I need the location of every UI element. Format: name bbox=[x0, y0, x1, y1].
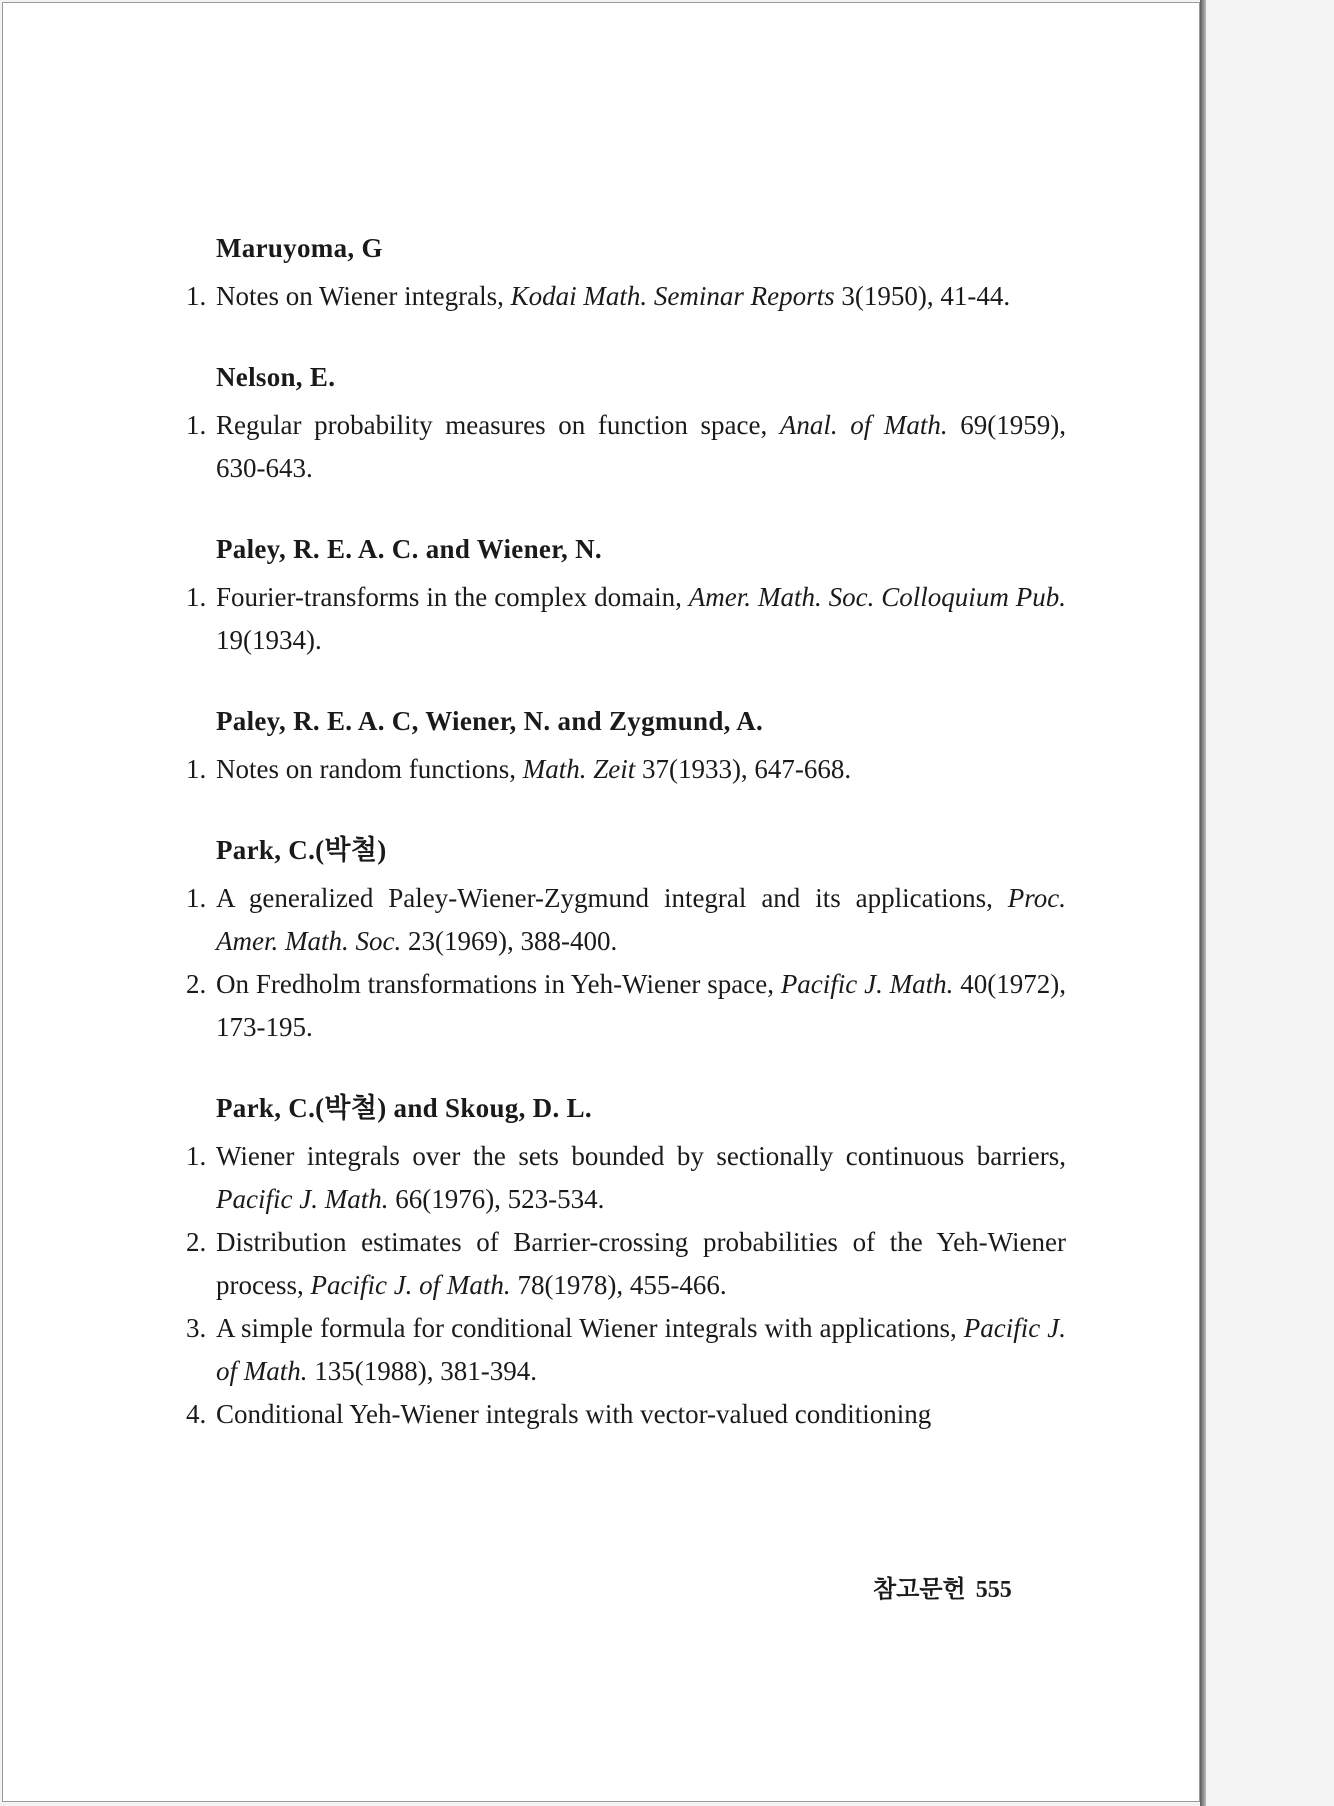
reference-journal: Amer. Math. Soc. Colloquium Pub. bbox=[688, 582, 1066, 612]
reference-item bbox=[186, 963, 1066, 1049]
reference-details: 66(1976), 523-534. bbox=[388, 1184, 605, 1214]
author-heading: Park, C.(박철) bbox=[216, 835, 387, 865]
page-edge-shadow bbox=[1200, 0, 1206, 1806]
reference-title: Notes on Wiener integrals, bbox=[216, 281, 511, 311]
reference-item bbox=[186, 275, 1066, 318]
author-heading: Maruyoma, G bbox=[216, 233, 383, 263]
reference-journal: Kodai Math. Seminar Reports bbox=[510, 281, 835, 311]
reference-item bbox=[186, 877, 1066, 963]
reference-number: 4. bbox=[186, 1399, 207, 1429]
reference-title: A generalized Paley-Wiener-Zygmund integral and its applications, bbox=[216, 883, 1008, 913]
reference-journal: Pacific J. Math. bbox=[780, 969, 954, 999]
reference-number: 1. bbox=[186, 754, 207, 784]
reference-item bbox=[186, 576, 1066, 662]
reference-item bbox=[186, 1393, 1066, 1436]
reference-number: 1. bbox=[186, 883, 207, 913]
reference-title: Conditional Yeh-Wiener integrals with vector-valued conditioning bbox=[216, 1399, 932, 1429]
reference-number: 2. bbox=[186, 1227, 207, 1257]
author-heading: Nelson, E. bbox=[216, 362, 336, 392]
reference-details: 3(1950), 41-44. bbox=[834, 281, 1011, 311]
reference-item bbox=[186, 748, 1066, 791]
reference-journal: Pacific J. Math. bbox=[216, 1184, 389, 1214]
reference-title: Distribution estimates of Barrier-crossing probabilities of the Yeh-Wiener process, bbox=[216, 1227, 1066, 1300]
reference-title: Wiener integrals over the sets bounded by sectionally continuous barriers, bbox=[216, 1141, 1066, 1171]
reference-title: A simple formula for conditional Wiener integrals with applications, bbox=[216, 1313, 964, 1343]
reference-title: Notes on random functions, bbox=[216, 754, 523, 784]
author-heading: Paley, R. E. A. C, Wiener, N. and Zygmund, A. bbox=[216, 706, 764, 736]
reference-number: 1. bbox=[186, 410, 207, 440]
reference-entry bbox=[186, 1091, 1066, 1436]
reference-journal: Pacific J. of Math. bbox=[216, 1313, 1066, 1386]
reference-title: Regular probability measures on function space, bbox=[216, 410, 780, 440]
reference-item bbox=[186, 404, 1066, 490]
reference-title: On Fredholm transformations in Yeh-Wiener space, bbox=[216, 969, 781, 999]
reference-entry bbox=[186, 360, 1066, 490]
reference-journal: Anal. of Math. bbox=[779, 410, 948, 440]
reference-details: 23(1969), 388-400. bbox=[401, 926, 618, 956]
reference-number: 2. bbox=[186, 969, 207, 999]
reference-journal: Math. Zeit bbox=[522, 754, 636, 784]
reference-details: 135(1988), 381-394. bbox=[307, 1356, 537, 1386]
reference-entry bbox=[186, 833, 1066, 1049]
reference-number: 1. bbox=[186, 281, 207, 311]
reference-journal: Pacific J. of Math. bbox=[310, 1270, 511, 1300]
page-footer bbox=[873, 1569, 1012, 1604]
reference-journal: Proc. Amer. Math. Soc. bbox=[216, 883, 1066, 956]
reference-entry bbox=[186, 532, 1066, 662]
reference-details: 37(1933), 647-668. bbox=[635, 754, 852, 784]
reference-entry bbox=[186, 231, 1066, 318]
reference-title: Fourier-transforms in the complex domain, bbox=[216, 582, 689, 612]
reference-item bbox=[186, 1135, 1066, 1221]
author-heading: Paley, R. E. A. C. and Wiener, N. bbox=[216, 534, 602, 564]
reference-details: 69(1959), 630-643. bbox=[216, 410, 1066, 483]
references-list bbox=[186, 231, 1066, 1478]
reference-number: 3. bbox=[186, 1313, 207, 1343]
reference-number: 1. bbox=[186, 582, 207, 612]
reference-number: 1. bbox=[186, 1141, 207, 1171]
document-page bbox=[2, 2, 1200, 1802]
reference-item bbox=[186, 1221, 1066, 1307]
reference-details: 19(1934). bbox=[216, 625, 322, 655]
reference-details: 40(1972), 173-195. bbox=[216, 969, 1066, 1042]
reference-entry bbox=[186, 704, 1066, 791]
footer-section-title: 참고문헌 bbox=[873, 1577, 966, 1603]
page-number: 555 bbox=[975, 1577, 1012, 1603]
reference-item bbox=[186, 1307, 1066, 1393]
reference-details: 78(1978), 455-466. bbox=[510, 1270, 727, 1300]
author-heading: Park, C.(박철) and Skoug, D. L. bbox=[216, 1093, 592, 1123]
